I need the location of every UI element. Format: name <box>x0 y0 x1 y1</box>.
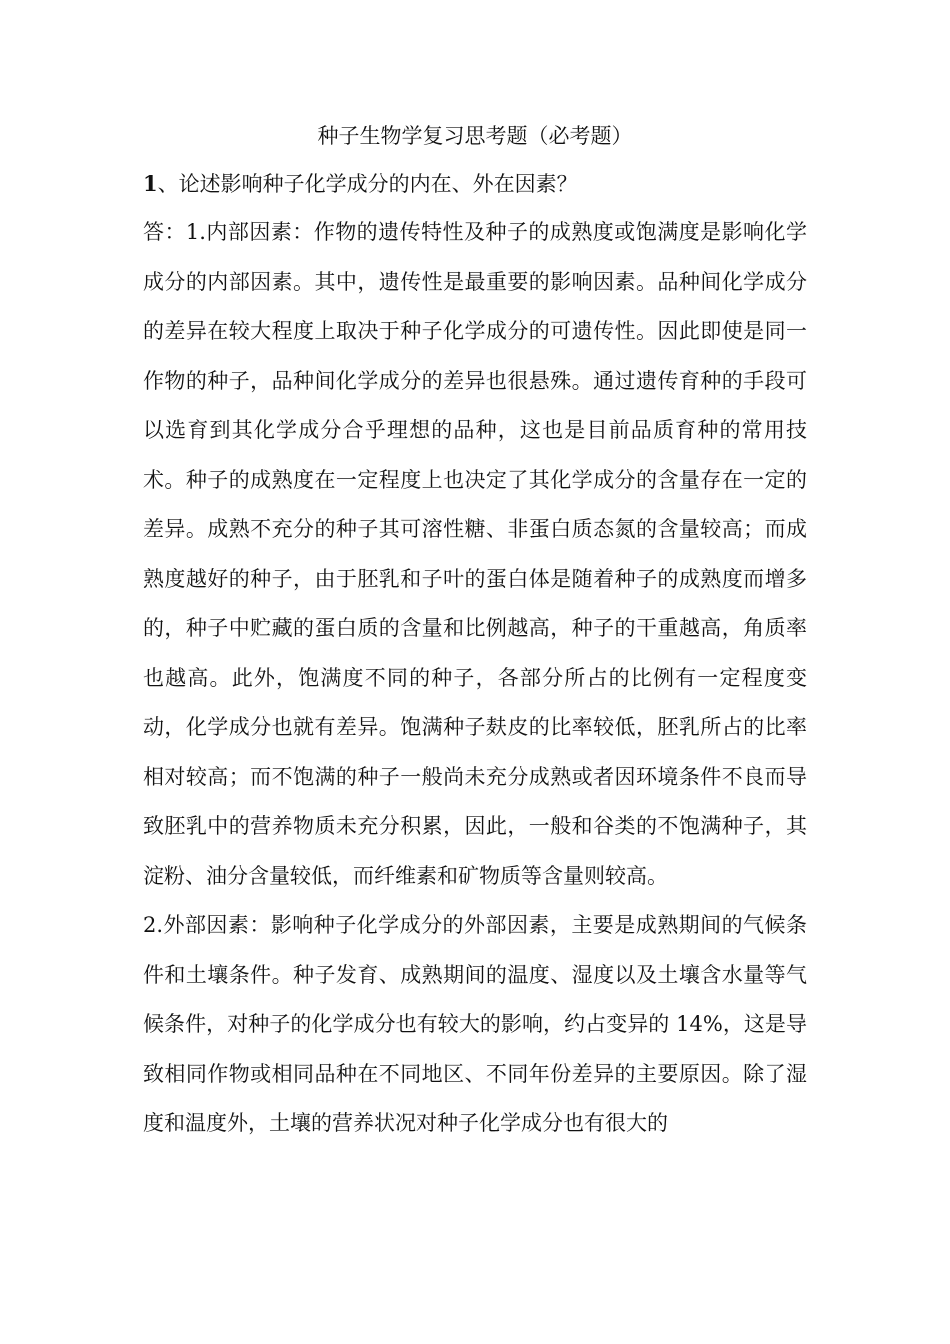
question-number: 1 <box>143 171 158 196</box>
question-text: 、论述影响种子化学成分的内在、外在因素？ <box>157 172 578 196</box>
answer-paragraph-external: 2.外部因素：影响种子化学成分的外部因素，主要是成熟期间的气候条件和土壤条件。种子发育、成熟期间的温度、湿度以及土壤含水量等气候条件，对种子的化学成分也有较大的影响，约占变异的 14%，这是导致相同作物或相同品种在不同地区、不同年份差异的主要原因。除了湿度和温度外，土壤的营养状况对种子化学成分也有很大的 <box>143 913 807 1135</box>
document-title: 种子生物学复习思考题（必考题） <box>317 124 633 148</box>
document-page <box>143 112 807 1149</box>
question-heading <box>143 160 807 208</box>
answer-paragraph-internal: 答：1.内部因素：作物的遗传特性及种子的成熟度或饱满度是影响化学成分的内部因素。其中，遗传性是最重要的影响因素。品种间化学成分的差异在较大程度上取决于种子化学成分的可遗传性。因此即使是同一作物的种子，品种间化学成分的差异也很悬殊。通过遗传育种的手段可以选育到其化学成分合乎理想的品种，这也是目前品质育种的常用技术。种子的成熟度在一定程度上也决定了其化学成分的含量存在一定的差异。成熟不充分的种子其可溶性糖、非蛋白质态氮的含量较高；而成熟度越好的种子，由于胚乳和子叶的蛋白体是随着种子的成熟度而增多的，种子中贮藏的蛋白质的含量和比例越高，种子的干重越高，角质率也越高。此外，饱满度不同的种子，各部分所占的比例有一定程度变动，化学成分也就有差异。饱满种子麸皮的比率较低，胚乳所占的比率相对较高；而不饱满的种子一般尚未充分成熟或者因环境条件不良而导致胚乳中的营养物质未充分积累，因此，一般和谷类的不饱满种子，其淀粉、油分含量较低，而纤维素和矿物质等含量则较高。 <box>143 220 807 888</box>
